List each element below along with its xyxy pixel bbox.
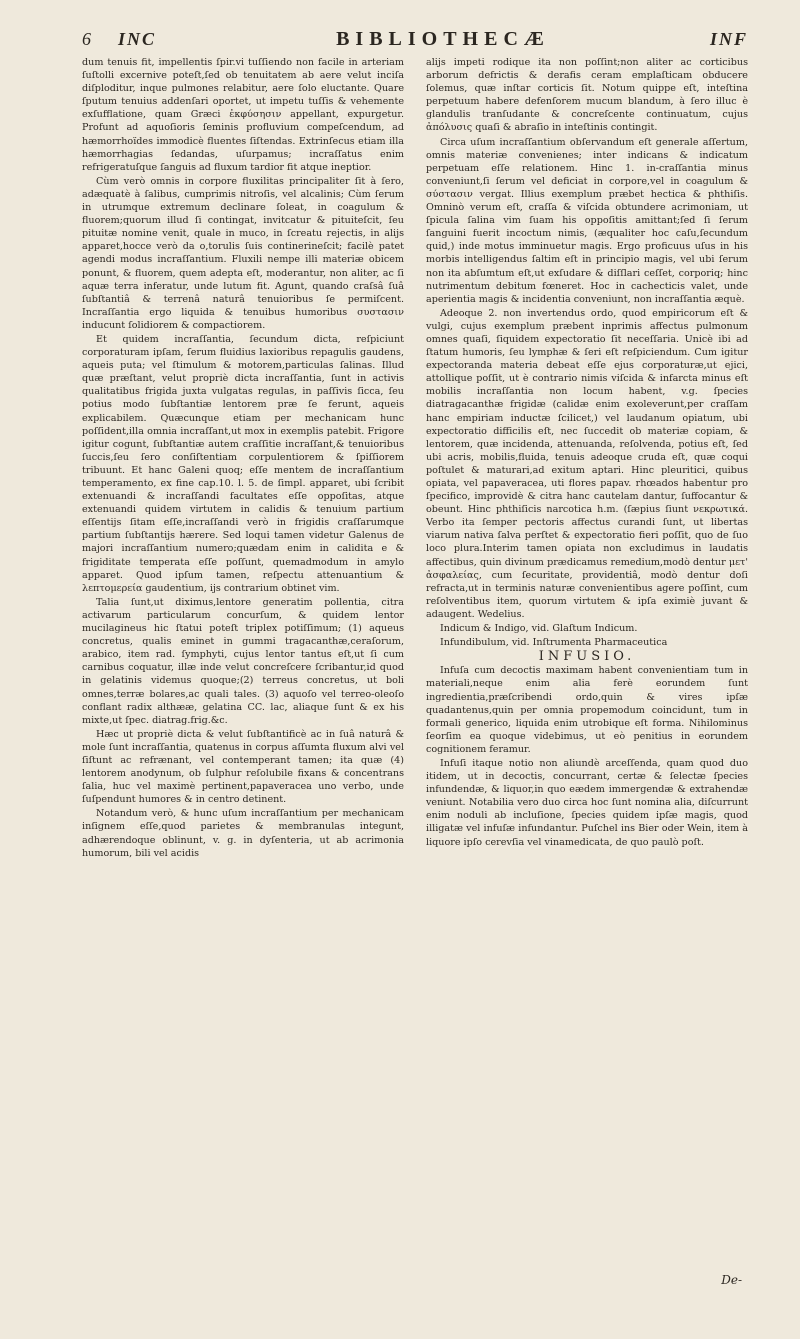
paragraph: Cùm verò omnis in corpore fluxilitas principaliter ſit à ſero, adæquatè à ſalibus, cumprimis nitroſis, vel alcalinis; Cùm ſerum in utrumque extremum declinare ſoleat, in coagulum & fluorem;quorum illud ſi contingat, invitcatur & pituiteſcit, ſeu pituitæ nomine venit, quale in muco, in ſcreatu rejectis, in alijs apparet,hocce verò da o,torulis ſuis continerineſcit; facilè patet agendi modus incraſſantium. Fluxili nempe illi materiæ obicem ponunt, & fluorem, quem adepta eſt, moderantur, non aliter, ac ſi aquæ terra inferatur, unde lutum fit. Agunt, quando craſsâ ſuâ ſubſtantiâ & terrenâ naturâ tenuioribus ſe permiſcent. Incraſſantia ergo liquida & tenuibus humoribus συστασιν inducunt ſolidiorem & compactiorem.: [82, 175, 404, 331]
paragraph: Notandum verò, & hunc uſum incraſſantium per mechanicam inſignem eſſe,quod parietes & membranulas integunt, adhærendoque oblinunt, v. g. in dyſenteria, ut ab acrimonia humorum, bili vel acidis: [82, 808, 404, 859]
running-title: BIBLIOTHECÆ: [336, 28, 550, 50]
paragraph: Et quidem incraſſantia, ſecundum dicta, reſpiciunt corporaturam ipſam, ſerum fluidius laxioribus repagulis gaudens, aqueis puta; vel ſtimulum & motorem,particulas ſalinas. Illud quæ præſtant, velut propriè dicta incraſſantia, ſunt in activis qualitatibus frigida juxta vulgatas regulas, in paſſivis ſicca, ſeu potius modo ſubſtantiæ lentorem præ ſe ferunt, aqueis explicabilem. Quæcunque etiam per mechanicam hunc poſſident,illa omnia incraſſant,ut mox in exemplis patebit. Frigore igitur cogunt, ſubſtantiæ autem craſſitie incraſſant,& tenuioribus ſuccis,ſeu ſero conſiſtentiam corpulentiorem & ſpiſſiorem tribuunt. Et hanc Galeni quoq; eſſe mentem de incraſſantium temperamento, ex fine cap.10. l. 5. de ſimpl. apparet, ubi ſcribit extenuandi & incraſſandi facultates eſſe oppoſitas, atque extenuandi quidem virtutem in calidis & tenuium partium eſſentijs ſitam eſſe,incraſſandi verò in frigidis craſſarumque partium ſubſtantijs hærere. Sed loqui tamen videtur Galenus de majori incraſſantium numero;quædam enim in calidita e & frigiditate temperata eſſe poſſunt, quemadmodum in amylo apparet. Quod ipſum tamen, reſpectu attenuantium & λεπτομερεία gaudentium, ijs contrarium obtinet vim.: [82, 333, 404, 594]
paragraph: Circa uſum incraſſantium obſervandum eſt generale aſſertum, omnis materiæ convenienes; inter indicans & indicatum perpetuam eſſe relationem. Hinc 1. in-craſſantia minus conveniunt,ſi ſerum vel deficiat in corpore,vel in coagulum & σύστασιν vergat. Illius exemplum præbet hectica & phthiſis. Omninò verum eſt, craſſa & viſcida obtundere acrimoniam, ut ſpicula ſalina vim ſuam his oppoſitis amittant;ſed ſi ſerum ſanguini fuerit incoctum nimis, (æqualiter hoc caſu,ſecundum quid,) inde motus imminuetur magis. Ergo proficuus uſus in his morbis intelligendus ſaltim eſt in principio magis, vel ubi ſerum non ita abſumtum eſt,ut exſudare & diſſlari ceſſet, corporiq; hinc nutrimentum debitum fœneret. Hoc in cachecticis valet, unde aperientia magis & incidentia conveniunt, non incraſſantia æquè.: [426, 136, 748, 305]
cross-reference: Indicum & Indigo, vid. Glaſtum Indicum.: [440, 623, 638, 635]
paragraph: Hæc ut propriè dicta & velut ſubſtantificè ac in ſuâ naturâ & mole ſunt incraſſantia, quatenus in corpus aſſumta fluxum alvi vel ſiſtunt ac refrænant, vel contemperant tamen; ita quæ (4) lentorem anodynum, ob ſulphur reſolubile fixans & concentrans ſalia, huc vel maximè pertinent,papaveracea uno verbo, unde ſuſpendunt humores & in centro detinent.: [82, 728, 404, 806]
running-header: [82, 28, 748, 54]
page-number: 6: [82, 29, 91, 49]
paragraph: alijs impeti rodique ita non poſſint;non aliter ac corticibus arborum defrictis & derafis ceram emplaſticam obducere ſolemus, quæ inſtar corticis ſit. Notum quippe eſt, inteſtina perpetuum habere defenſorem mucum blandum, à ſero illuc è glandulis tranſudante & concreſcente continuatum, cujus ἀπόλυσις quaſi & abraſio in inteſtinis contingit.: [426, 57, 748, 134]
paragraph: Infuſa cum decoctis maximam habent convenientiam tum in materiali,neque enim alia ferè eorundem ſunt ingredientia,præſcribendi ordo,quin & vires ipſæ quadantenus,quin per omnia propemodum coincidunt, tum in formali generico, liquida enim utrobique eſt forma. Nihilominus ſeorſim ea quoque videbimus, ut eò penitius in eorundem cognitionem feramur.: [426, 665, 748, 755]
left-column: [82, 56, 404, 861]
paragraph: Adeoque 2. non invertendus ordo, quod empiricorum eſt & vulgi, cujus exemplum præbent inprimis affectus pulmonum omnes quaſi, ſiquidem expectoratio ſit neceſſaria. Unicè ibi ad ſtatum humoris, ſeu lymphæ & ſeri eſt reſpiciendum. Cum igitur expectoranda materia debeat eſſe ejus corporaturæ,ut ejici, attollique poſſit, ut è contrario nimis viſcida & infarcta minus eſt mobilis incraſſantia non locum habent, v.g. ſpecies diatragacanthæ frigidæ (calidæ enim exoleverunt,per craſſam hanc empiriam inductæ ſcilicet,) vel laudanum opiatum, ubi expectoratio difficilis eſt, nec ſuccedit ob materiæ copiam, & lentorem, quæ incidenda, attenuanda, reſolvenda, potius eſt, ſed ubi acris, mobilis,fluida, tenuis adeoque cruda eſt, quæ coqui poſtulet & maturari,ad exitum aptari. Hinc pleuritici, quibus opiata, vel papaveracea, uti flores papav. rhœados habentur pro ſpecifico, improvidè & citra hanc cautelam dantur, ſuffocantur & obeunt. Hinc phthiſicis narcotica h.m. (ſæpius ſiunt νεκρωτικά. Verbo ita ſemper pectoris affectus curandi ſunt, ut libertas viarum nativa ſalva perſtet & expectoratio fieri poſſit, quo de ſuo loco plura.Interim tamen opiata non excludimus in laudatis affectibus, quin divinum prædicamus remedium,modò dentur μετ' ἀσφαλείας, cum ſecuritate, providentiâ, modò dentur doſi refracta,ut in terminis naturæ convenientibus agere poſſint, cum reſolventibus item, quorum virtutem & ipſa eximiè juvant & adaugent. Wedelius.: [426, 307, 748, 620]
running-head-left: INC: [118, 29, 157, 49]
catchword: De-: [721, 1273, 742, 1287]
paragraph: Infuſi itaque notio non aliundè arceſſenda, quam quod duo itidem, ut in decoctis, concurrant, certæ & ſelectæ ſpecies infundendæ, & liquor,in quo eædem immergendæ & extrahendæ veniunt. Notabilia vero duo circa hoc ſunt nomina alia, diſcurrunt enim noduli ab incluſione, ſpecies quidem ipſæ magis, quod illigatæ vel infuſæ infundantur. Puſchel ins Bier oder Wein, item à liquore ipſo cerevſia vel vinamedicata, de quo paulò poſt.: [426, 757, 748, 848]
cross-reference: Infundibulum, vid. Inſtrumenta Pharmaceutica: [440, 637, 668, 649]
paragraph: Talia ſunt,ut diximus,lentore generatim pollentia, citra activarum particularum concurſum, & quidem lentor mucilagineus hic ſtatui poteſt triplex potiſſimum; (1) aqueus concretus, qualis eminet in gummi tragacanthæ,ceraſorum, arabico, item rad. ſymphyti, cujus lentor tantus eſt,ut ſi cum carnibus coquatur, illæ inde velut concreſcere ſcribantur,id quod in gelatinis videmus quoque;(2) terreus concretus, ut boli omnes,terræ bolares,ac quali tales. (3) aquoſo vel terreo-oleoſo conflant radix althææ, gelatina CC. lac, aliaque ſunt & ex his mixte,ut ſpec. diatrag.frig.&c.: [82, 596, 404, 726]
paragraph: dum tenuis fit, impellentis ſpir.vi tuſſiendo non facile in arteriam ſuſtolli excernive poteſt,ſed ob tenuitatem ab aere velut inciſa diſploditur, inque pulmones relabitur, aere ſolo eluctante. Quare ſputum tenuius addenſari oportet, ut impetu tuſſis & vehemente exſufflatione, quam Græci ἐκφύσησιν appellant, expurgetur. Profunt ad aquoſioris ſeminis profluvium compeſcendum, ad hæmorrhoïdes immodicè fluentes ſiſtendas. Extrinſecus etiam illa hæmorrhagias ſedandas, uſurpamus; incraſſatus enim refrigeratuſque ſanguis ad fluxum tardior fit atque ineptior.: [82, 57, 404, 173]
right-column: [426, 56, 748, 861]
text-columns: [82, 56, 748, 861]
section-heading: INFUSIO.: [538, 649, 636, 665]
running-head-right: INF: [709, 29, 748, 49]
